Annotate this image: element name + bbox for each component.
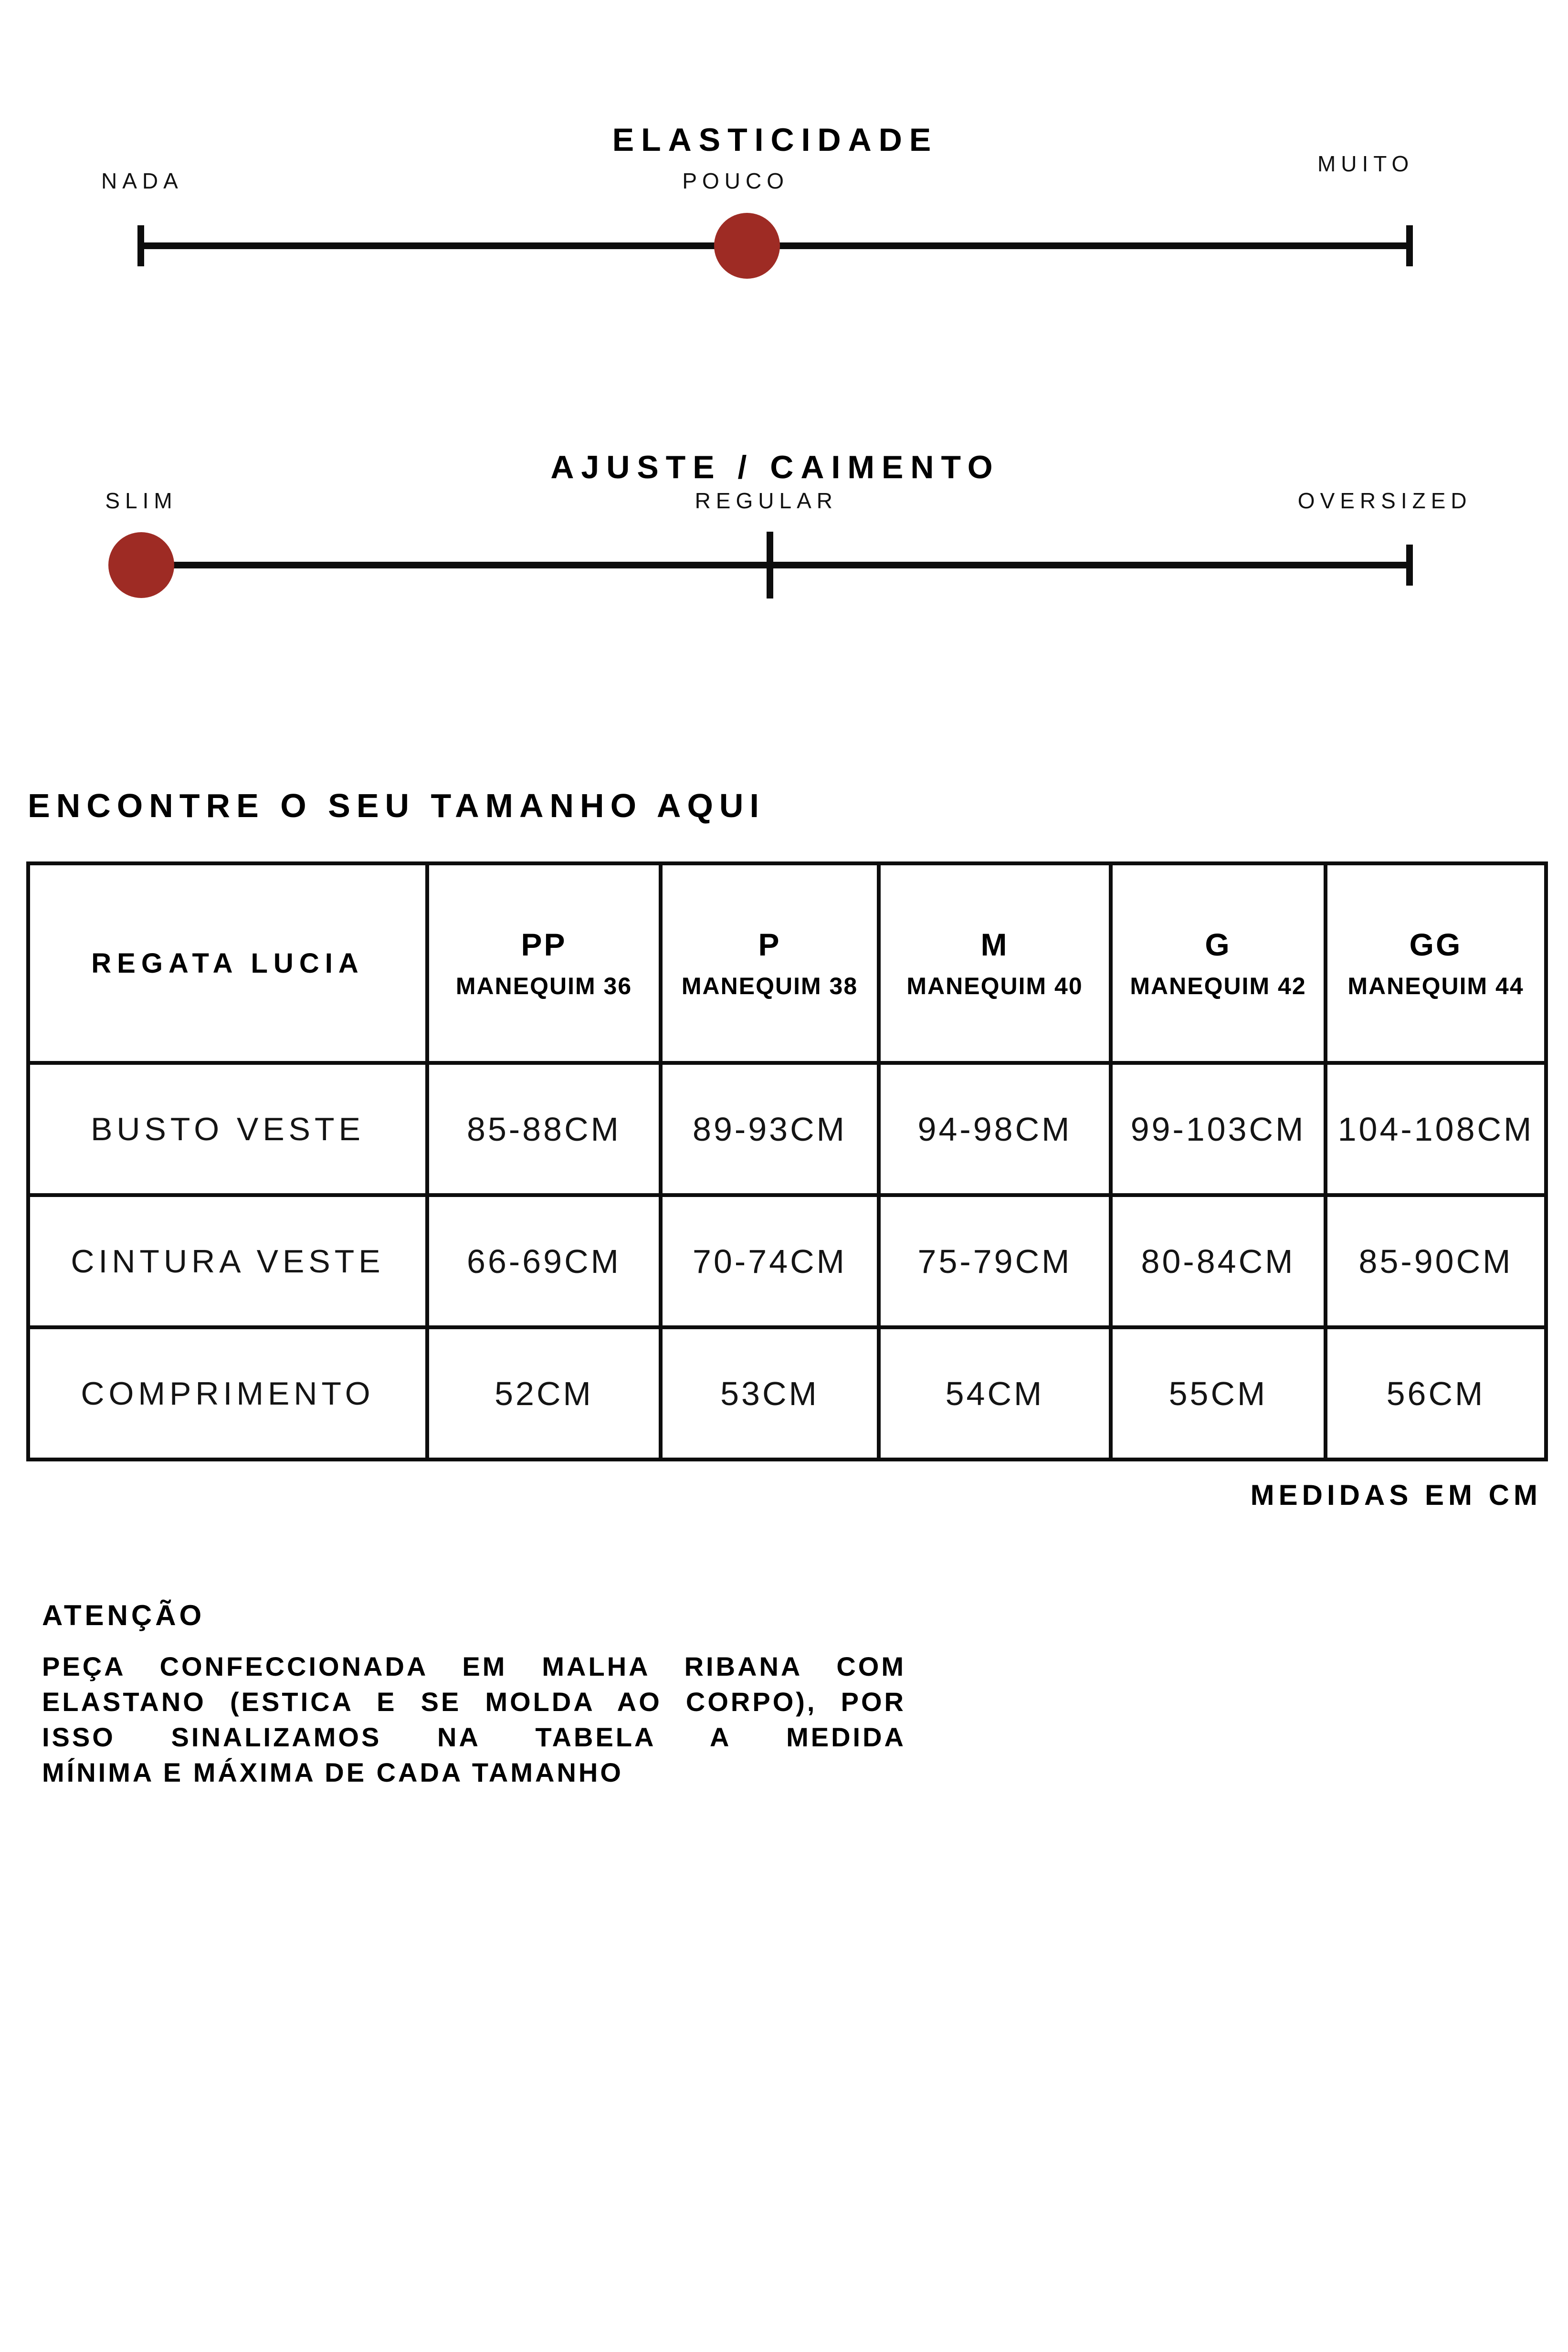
row-label: BUSTO VESTE — [28, 1063, 427, 1195]
size-value-cell: 80-84CM — [1111, 1195, 1326, 1327]
fit-track — [137, 562, 1413, 568]
size-table — [26, 861, 1548, 1461]
size-value-cell: 52CM — [427, 1327, 661, 1460]
elasticity-marker-dot[interactable] — [714, 213, 780, 279]
size-col-header-g — [1111, 863, 1326, 1063]
size-value-cell: 85-88CM — [427, 1063, 661, 1195]
row-label: COMPRIMENTO — [28, 1327, 427, 1460]
mannequin-label: MANEQUIM 44 — [1347, 973, 1524, 999]
size-label: M — [980, 927, 1009, 962]
attention-body — [42, 1649, 906, 1790]
size-value-cell: 56CM — [1326, 1327, 1546, 1460]
mannequin-label: MANEQUIM 42 — [1130, 973, 1306, 999]
size-col-header-m — [879, 863, 1111, 1063]
fit-marker-dot[interactable] — [108, 532, 174, 598]
find-size-heading: ENCONTRE O SEU TAMANHO AQUI — [28, 787, 765, 825]
row-label: CINTURA VESTE — [28, 1195, 427, 1327]
attention-line: ISSO SINALIZAMOS NA TABELA A MEDIDA — [42, 1722, 906, 1752]
fit-center-tick — [767, 532, 773, 598]
mannequin-label: MANEQUIM 38 — [681, 973, 858, 999]
size-label: G — [1205, 927, 1231, 962]
table-header-row — [28, 863, 1546, 1063]
attention-line: PEÇA CONFECCIONADA EM MALHA RIBANA COM — [42, 1651, 906, 1681]
mannequin-label: MANEQUIM 40 — [906, 973, 1083, 999]
elasticity-labels — [101, 151, 1414, 197]
fit-labels — [105, 488, 1472, 516]
size-label: PP — [521, 927, 567, 962]
size-col-header-p — [661, 863, 879, 1063]
size-value-cell: 75-79CM — [879, 1195, 1111, 1327]
size-label: P — [758, 927, 781, 962]
table-row-busto — [28, 1063, 1546, 1195]
size-value-cell: 99-103CM — [1111, 1063, 1326, 1195]
size-value-cell: 66-69CM — [427, 1195, 661, 1327]
size-value-cell: 54CM — [879, 1327, 1111, 1460]
fit-label-slim: SLIM — [105, 488, 178, 513]
product-name-cell: REGATA LUCIA — [28, 863, 427, 1063]
size-value-cell: 55CM — [1111, 1327, 1326, 1460]
size-label: GG — [1409, 927, 1463, 962]
elasticity-label-nada: NADA — [101, 168, 183, 193]
attention-heading: ATENÇÃO — [42, 1599, 205, 1631]
measurements-note: MEDIDAS EM CM — [1250, 1479, 1542, 1511]
size-value-cell: 94-98CM — [879, 1063, 1111, 1195]
fit-track-cap-right — [1406, 545, 1413, 586]
elasticity-track-cap-right — [1406, 225, 1413, 266]
attention-line: ELASTANO (ESTICA E SE MOLDA AO CORPO), POR — [42, 1687, 906, 1717]
elasticity-label-pouco: POUCO — [682, 168, 789, 193]
mannequin-label: MANEQUIM 36 — [455, 973, 632, 999]
elasticity-label-muito: MUITO — [1317, 151, 1414, 176]
size-value-cell: 70-74CM — [661, 1195, 879, 1327]
fit-label-regular: REGULAR — [695, 488, 838, 513]
size-col-header-gg — [1326, 863, 1546, 1063]
size-value-cell: 53CM — [661, 1327, 879, 1460]
size-value-cell: 89-93CM — [661, 1063, 879, 1195]
size-value-cell: 104-108CM — [1326, 1063, 1546, 1195]
elasticity-title: ELASTICIDADE — [612, 122, 938, 158]
fit-title: AJUSTE / CAIMENTO — [550, 449, 1000, 486]
size-col-header-pp — [427, 863, 661, 1063]
attention-line: MÍNIMA E MÁXIMA DE CADA TAMANHO — [42, 1757, 623, 1787]
table-row-comprimento — [28, 1327, 1546, 1460]
elasticity-track-cap-left — [137, 225, 144, 266]
size-value-cell: 85-90CM — [1326, 1195, 1546, 1327]
table-row-cintura — [28, 1195, 1546, 1327]
fit-label-oversized: OVERSIZED — [1297, 488, 1472, 513]
